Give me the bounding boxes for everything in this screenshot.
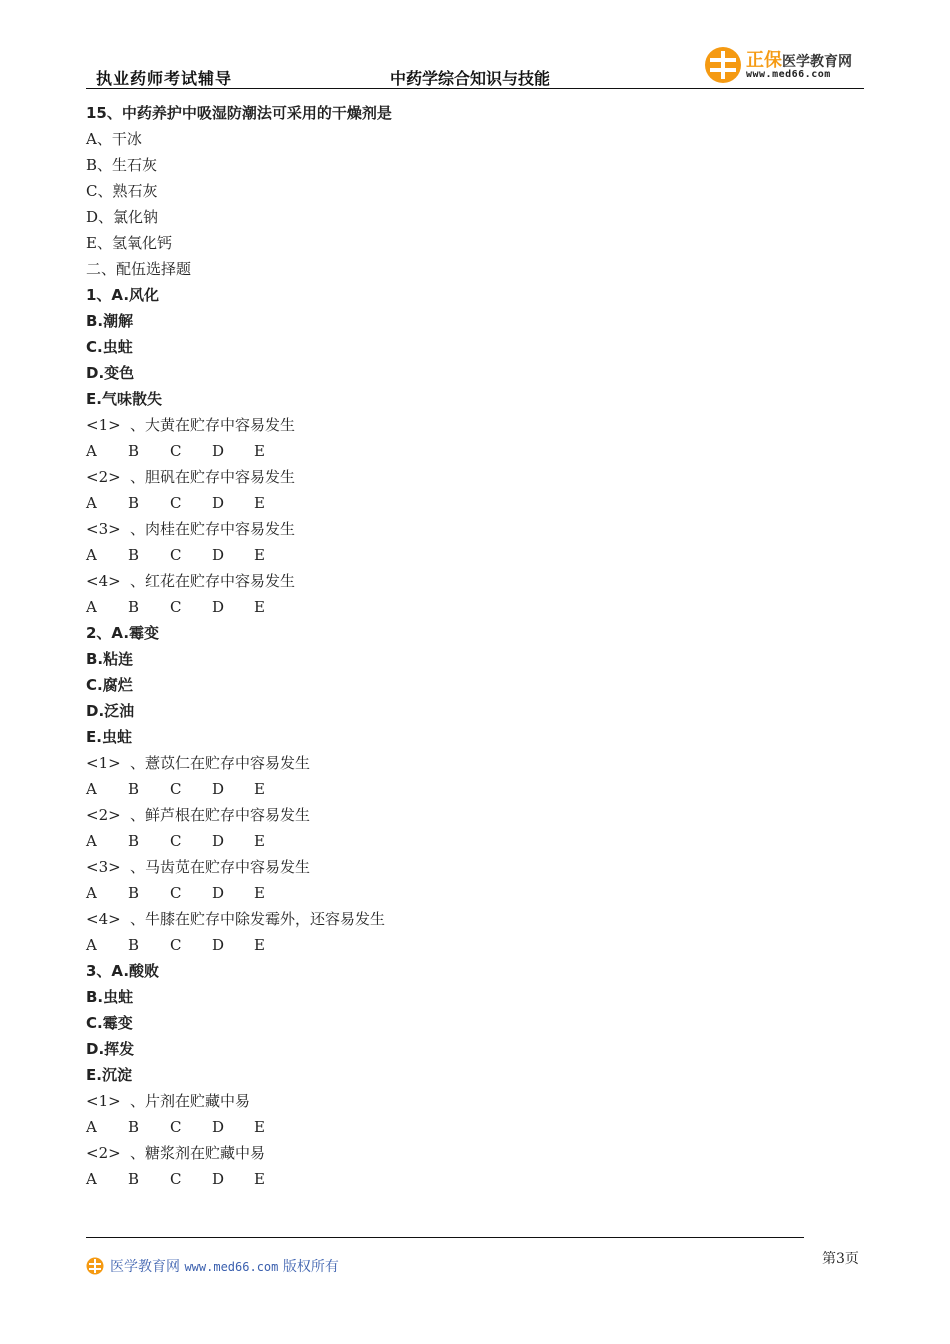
text-line: A、干冰 [86, 130, 142, 148]
answer-options-row [86, 542, 866, 568]
answer-option[interactable]: A [86, 598, 97, 616]
footer-copyright [110, 1256, 339, 1276]
answer-option[interactable]: E [254, 936, 265, 954]
page-number: 第3页 [822, 1251, 859, 1267]
sub-question-number: <2> [86, 1144, 121, 1162]
sub-question [86, 412, 866, 438]
question-stem: B.虫蛀 [86, 988, 134, 1006]
footer-logo-icon [86, 1257, 104, 1275]
footer-site-name: 医学教育网 [110, 1259, 180, 1275]
brand-logo [704, 44, 874, 86]
answer-option[interactable]: E [254, 884, 265, 902]
header-subject-title: 中药学综合知识与技能 [390, 69, 551, 88]
answer-option[interactable]: B [128, 884, 140, 902]
footer-divider [86, 1237, 804, 1238]
sub-question-number: <1> [86, 416, 121, 434]
sub-question-number: <3> [86, 520, 121, 538]
answer-option[interactable]: E [254, 546, 265, 564]
answer-options-row [86, 932, 866, 958]
answer-option[interactable]: B [128, 936, 140, 954]
question-content [86, 100, 866, 1192]
answer-option[interactable]: B [128, 546, 140, 564]
answer-option[interactable]: A [86, 546, 97, 564]
sub-question [86, 906, 866, 932]
answer-option[interactable]: E [254, 442, 265, 460]
question-stem: 2、A.霉变 [86, 624, 160, 642]
answer-option[interactable]: C [170, 1118, 182, 1136]
answer-options-row [86, 880, 866, 906]
answer-option[interactable]: C [170, 936, 182, 954]
sub-question-text: 、胆矾在贮存中容易发生 [130, 468, 296, 486]
answer-option[interactable]: E [254, 1170, 265, 1188]
header-divider [86, 88, 864, 89]
answer-option[interactable]: C [170, 494, 182, 512]
answer-option[interactable]: D [212, 598, 225, 616]
answer-option[interactable]: C [170, 1170, 182, 1188]
sub-question-number: <2> [86, 468, 121, 486]
text-line: B、生石灰 [86, 156, 158, 174]
sub-question-text: 、牛膝在贮存中除发霉外，还容易发生 [130, 910, 386, 928]
answer-option[interactable]: B [128, 1170, 140, 1188]
sub-question-text: 、马齿苋在贮存中容易发生 [130, 858, 311, 876]
answer-options-row [86, 594, 866, 620]
answer-options-row [86, 1166, 866, 1192]
sub-question [86, 1088, 866, 1114]
answer-option[interactable]: C [170, 780, 182, 798]
sub-question-text: 、红花在贮存中容易发生 [130, 572, 296, 590]
sub-question [86, 516, 866, 542]
answer-option[interactable]: D [212, 884, 225, 902]
question-stem: 15、中药养护中吸湿防潮法可采用的干燥剂是 [86, 104, 392, 122]
answer-option[interactable]: C [170, 442, 182, 460]
sub-question [86, 750, 866, 776]
question-stem: E.虫蛀 [86, 728, 132, 746]
sub-question-text: 、薏苡仁在贮存中容易发生 [130, 754, 311, 772]
answer-options-row [86, 776, 866, 802]
answer-option[interactable]: E [254, 598, 265, 616]
answer-option[interactable]: D [212, 442, 225, 460]
answer-option[interactable]: C [170, 832, 182, 850]
question-stem: C.霉变 [86, 1014, 133, 1032]
answer-option[interactable]: A [86, 442, 97, 460]
answer-option[interactable]: B [128, 598, 140, 616]
answer-options-row [86, 828, 866, 854]
sub-question-number: <1> [86, 754, 121, 772]
answer-option[interactable]: C [170, 884, 182, 902]
question-stem: C.腐烂 [86, 676, 133, 694]
answer-options-row [86, 1114, 866, 1140]
answer-option[interactable]: E [254, 1118, 265, 1136]
question-stem: 1、A.风化 [86, 286, 160, 304]
question-stem: E.沉淀 [86, 1066, 132, 1084]
text-line: D、氯化钠 [86, 208, 159, 226]
question-stem: D.泛油 [86, 702, 135, 720]
answer-option[interactable]: A [86, 884, 97, 902]
question-stem: B.粘连 [86, 650, 134, 668]
sub-question [86, 854, 866, 880]
question-stem: D.变色 [86, 364, 135, 382]
answer-option[interactable]: D [212, 832, 225, 850]
question-stem: D.挥发 [86, 1040, 135, 1058]
answer-option[interactable]: A [86, 832, 97, 850]
sub-question-text: 、糖浆剂在贮藏中易 [130, 1144, 266, 1162]
answer-option[interactable]: D [212, 1118, 225, 1136]
sub-question-number: <4> [86, 910, 121, 928]
answer-option[interactable]: B [128, 1118, 140, 1136]
answer-option[interactable]: B [128, 442, 140, 460]
answer-option[interactable]: E [254, 780, 265, 798]
sub-question-text: 、大黄在贮存中容易发生 [130, 416, 296, 434]
sub-question [86, 802, 866, 828]
answer-option[interactable]: B [128, 780, 140, 798]
answer-option[interactable]: D [212, 780, 225, 798]
answer-options-row [86, 438, 866, 464]
answer-option[interactable]: D [212, 936, 225, 954]
sub-question [86, 568, 866, 594]
answer-option[interactable]: E [254, 832, 265, 850]
brand-logo-url: www.med66.com [746, 69, 831, 80]
sub-question-number: <4> [86, 572, 121, 590]
text-line: 二、配伍选择题 [86, 260, 192, 278]
text-line: C、熟石灰 [86, 182, 158, 200]
footer-url[interactable]: www.med66.com [184, 1260, 279, 1274]
answer-option[interactable]: A [86, 1118, 97, 1136]
answer-option[interactable]: E [254, 494, 265, 512]
answer-option[interactable]: D [212, 546, 225, 564]
answer-option[interactable]: B [128, 832, 140, 850]
sub-question-number: <1> [86, 1092, 121, 1110]
header-course-title: 执业药师考试辅导 [96, 69, 233, 88]
answer-option[interactable]: A [86, 936, 97, 954]
brand-logo-name: 正保医学教育网 [746, 50, 852, 71]
answer-option[interactable]: A [86, 1170, 97, 1188]
sub-question [86, 1140, 866, 1166]
question-stem: C.虫蛀 [86, 338, 133, 356]
answer-option[interactable]: C [170, 598, 182, 616]
text-line: E、氢氧化钙 [86, 234, 172, 252]
question-stem: 3、A.酸败 [86, 962, 160, 980]
sub-question-text: 、肉桂在贮存中容易发生 [130, 520, 296, 538]
sub-question-number: <2> [86, 806, 121, 824]
answer-options-row [86, 490, 866, 516]
answer-option[interactable]: B [128, 494, 140, 512]
question-stem: E.气味散失 [86, 390, 162, 408]
sub-question-number: <3> [86, 858, 121, 876]
sub-question-text: 、鲜芦根在贮存中容易发生 [130, 806, 311, 824]
sub-question [86, 464, 866, 490]
sub-question-text: 、片剂在贮藏中易 [130, 1092, 251, 1110]
answer-option[interactable]: D [212, 494, 225, 512]
answer-option[interactable]: D [212, 1170, 225, 1188]
brand-logo-icon [704, 46, 742, 84]
answer-option[interactable]: A [86, 780, 97, 798]
footer-rights: 版权所有 [282, 1259, 339, 1275]
question-stem: B.潮解 [86, 312, 134, 330]
answer-option[interactable]: C [170, 546, 182, 564]
answer-option[interactable]: A [86, 494, 97, 512]
